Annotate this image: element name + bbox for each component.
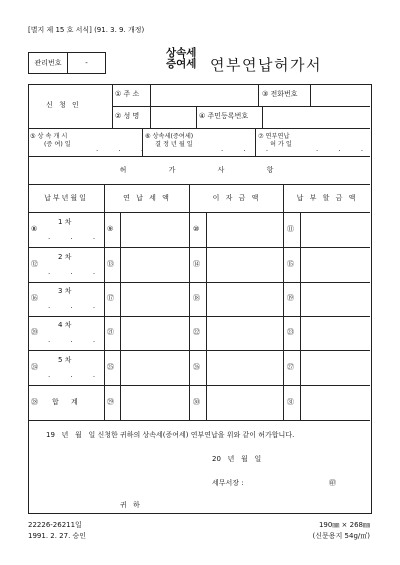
title-gift: 증여세: [166, 58, 197, 71]
start-date-label: ⑤ 상 속 개 시 (증 여) 일: [30, 133, 71, 149]
installment-label: 2 차: [58, 253, 72, 261]
footer-approval: 1991. 2. 27. 승인: [28, 532, 87, 540]
table-row: ⑧: [31, 225, 38, 233]
recipient-label: 귀 하: [120, 501, 142, 509]
page-title: 연부연납허가서: [210, 56, 322, 74]
installment-date[interactable]: . . .: [48, 268, 105, 276]
management-number-box: [28, 52, 106, 74]
form-header: [별지 제 15 호 서식] (91. 3. 9. 개정): [28, 26, 145, 34]
table-row: ⑯: [31, 294, 38, 302]
col-header-annual-tax: 연 납 세 액: [123, 194, 171, 202]
installment-date[interactable]: . . .: [48, 302, 105, 310]
approval-statement: 19 년 월 일 신청한 귀하의 상속세(증여세) 연부연납을 위와 같이 허가합니다.: [46, 431, 295, 439]
footer-size: 190㎜ × 268㎜: [318, 521, 370, 529]
installment-date[interactable]: . . .: [48, 336, 105, 344]
issuer-label: 세무서장 :: [212, 479, 244, 487]
seal-icon: ㊞: [329, 479, 336, 487]
decision-date-value[interactable]: . . .: [221, 145, 278, 153]
footer-paper: (신문용지 54g/㎡): [312, 532, 370, 540]
section-title: 허 가 사 항: [119, 166, 279, 174]
rrn-label: ④ 주민등록번호: [199, 112, 249, 120]
num-2: ②: [115, 112, 122, 120]
decision-date-label: ⑥ 상속세(증여세) 결 정 년 월 일: [145, 133, 194, 149]
col-header-payment-date: 납부년월일: [44, 194, 88, 202]
permit-date-label: ⑦ 연부연납 허 가 일: [258, 133, 292, 149]
phone-label: ③ 전화번호: [262, 90, 298, 98]
title-tax-type: [166, 48, 196, 70]
title-inheritance: 상속세: [166, 47, 197, 59]
permit-date-value[interactable]: . . .: [316, 145, 373, 153]
footer-code: 22226-26211일: [28, 521, 82, 529]
applicant-label: 신 청 인: [46, 101, 81, 109]
installment-label: 3 차: [58, 287, 72, 295]
start-date-value[interactable]: . . .: [96, 145, 153, 153]
management-number-value: -: [85, 58, 88, 67]
num-3: ③: [262, 90, 269, 98]
installment-label: 1 차: [58, 218, 72, 226]
table-row: ㉔: [31, 363, 38, 371]
col-header-interest: 이 자 금 액: [212, 194, 261, 202]
approval-date[interactable]: 20 년 월 일: [212, 455, 262, 463]
installment-date[interactable]: . . .: [48, 371, 105, 379]
num-4: ④: [199, 112, 206, 120]
name-label: ② 성 명: [115, 112, 140, 120]
total-label: 합 계: [52, 398, 83, 406]
address-label: ① 주 소: [115, 90, 140, 98]
table-row-total: ㉘: [31, 398, 38, 406]
installment-date[interactable]: . . .: [48, 233, 105, 241]
table-row: ⑳: [31, 328, 38, 336]
installment-label: 5 차: [58, 356, 72, 364]
table-row: ⑫: [31, 260, 38, 268]
management-number-label: 관리번호: [29, 53, 68, 73]
col-header-payable: 납 부 할 금 액: [296, 194, 358, 202]
num-1: ①: [115, 90, 122, 98]
installment-label: 4 차: [58, 321, 72, 329]
